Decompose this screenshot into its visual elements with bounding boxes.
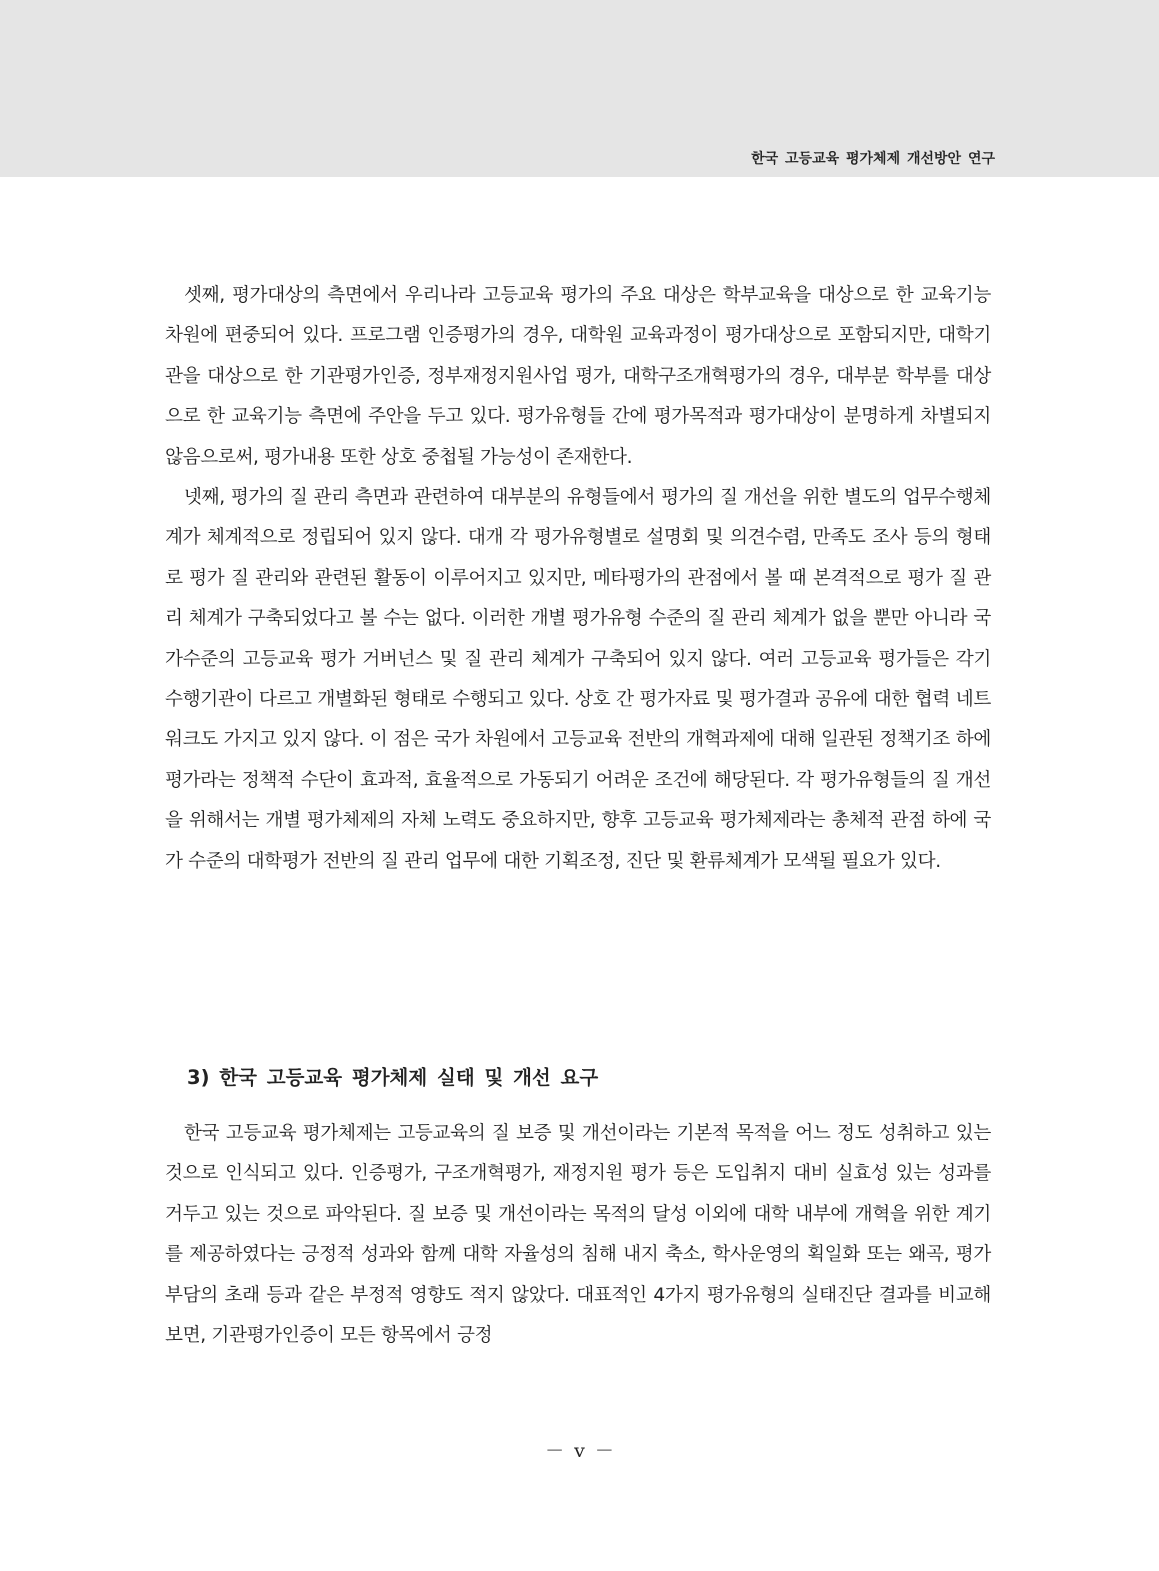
running-title: 한국 고등교육 평가체제 개선방안 연구	[751, 151, 995, 167]
section-body-text	[165, 1114, 991, 1356]
section-heading: 3) 한국 고등교육 평가체제 실태 및 개선 요구	[187, 1066, 599, 1089]
paragraph: 셋째, 평가대상의 측면에서 우리나라 고등교육 평가의 주요 대상은 학부교육을 대상으로 한 교육기능 차원에 편중되어 있다. 프로그램 인증평가의 경우, 대학원 교육과정이 평가대상으로 포함되지만, 대학기관을 대상으로 한 기관평가인증, 정부재정지원사업 평가, 대학구조개혁평가의 경우, 대부분 학부를 대상으로 한 교육기능 측면에 주안을 두고 있다. 평가유형들 간에 평가목적과 평가대상이 분명하게 차별되지 않음으로써, 평가내용 또한 상호 중첩될 가능성이 존재한다.	[165, 285, 991, 468]
paragraph: 한국 고등교육 평가체제는 고등교육의 질 보증 및 개선이라는 기본적 목적을 어느 정도 성취하고 있는 것으로 인식되고 있다. 인증평가, 구조개혁평가, 재정지원 평가 등은 도입취지 대비 실효성 있는 성과를 거두고 있는 것으로 파악된다. 질 보증 및 개선이라는 목적의 달성 이외에 대학 내부에 개혁을 위한 계기를 제공하였다는 긍정적 성과와 함께 대학 자율성의 침해 내지 축소, 학사운영의 획일화 또는 왜곡, 평가부담의 초래 등과 같은 부정적 영향도 적지 않았다. 대표적인 4가지 평가유형의 실태진단 결과를 비교해 보면, 기관평가인증이 모든 항목에서 긍정	[165, 1123, 991, 1347]
page-number: － v －	[545, 1440, 614, 1462]
header-band	[0, 0, 1159, 177]
section-body-text	[165, 276, 991, 882]
paragraph: 넷째, 평가의 질 관리 측면과 관련하여 대부분의 유형들에서 평가의 질 개선을 위한 별도의 업무수행체계가 체계적으로 정립되어 있지 않다. 대개 각 평가유형별로 설명회 및 의견수렴, 만족도 조사 등의 형태로 평가 질 관리와 관련된 활동이 이루어지고 있지만, 메타평가의 관점에서 볼 때 본격적으로 평가 질 관리 체계가 구축되었다고 볼 수는 없다. 이러한 개별 평가유형 수준의 질 관리 체계가 없을 뿐만 아니라 국가수준의 고등교육 평가 거버넌스 및 질 관리 체계가 구축되어 있지 않다. 여러 고등교육 평가들은 각기 수행기관이 다르고 개별화된 형태로 수행되고 있다. 상호 간 평가자료 및 평가결과 공유에 대한 협력 네트워크도 가지고 있지 않다. 이 점은 국가 차원에서 고등교육 전반의 개혁과제에 대해 일관된 정책기조 하에 평가라는 정책적 수단이 효과적, 효율적으로 가동되기 어려운 조건에 해당된다. 각 평가유형들의 질 개선을 위해서는 개별 평가체제의 자체 노력도 중요하지만, 향후 고등교육 평가체제라는 총체적 관점 하에 국가 수준의 대학평가 전반의 질 관리 업무에 대한 기획조정, 진단 및 환류체계가 모색될 필요가 있다.	[165, 487, 991, 872]
